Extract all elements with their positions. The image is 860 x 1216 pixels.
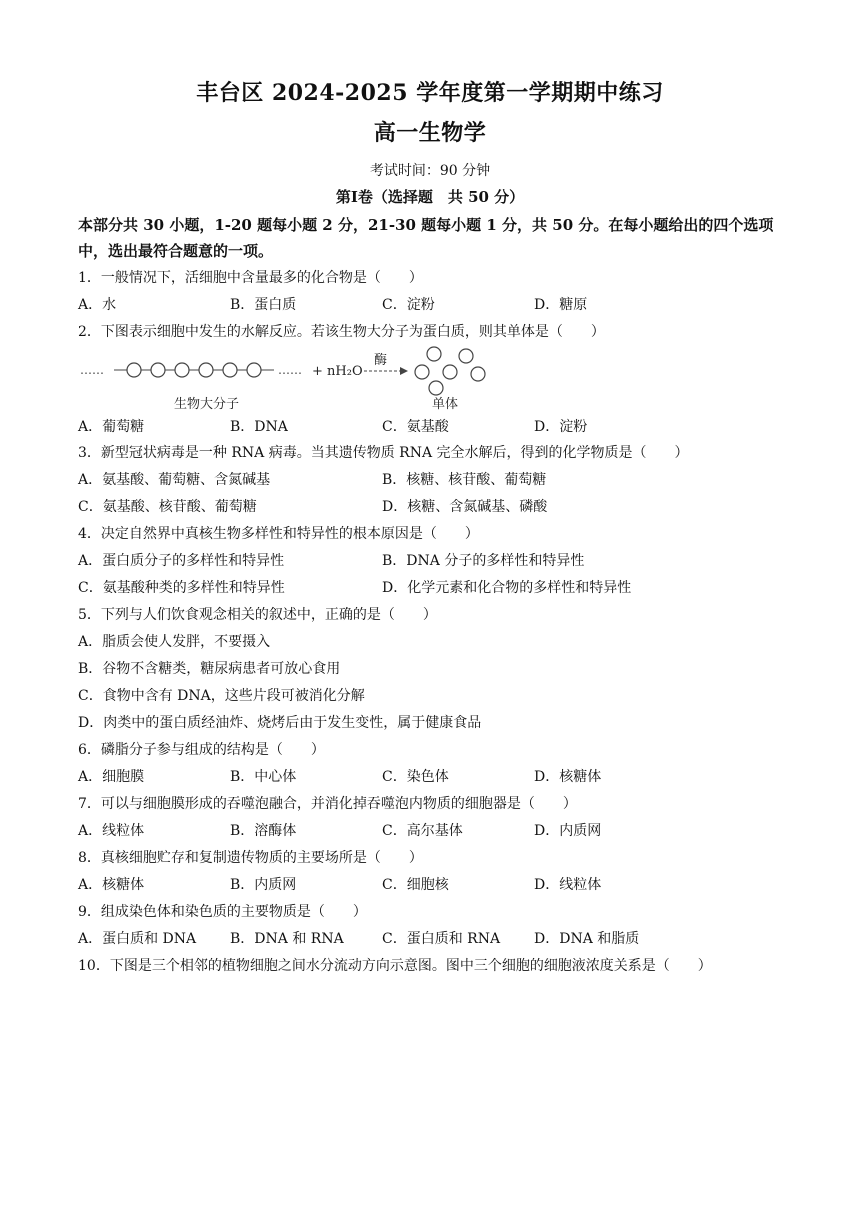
question-4-option-a: A．蛋白质分子的多样性和特异性 <box>78 553 285 569</box>
question-4-stem: 4．决定自然界中真核生物多样性和特异性的根本原因是（ ） <box>78 526 479 542</box>
question-10-stem: 10．下图是三个相邻的植物细胞之间水分流动方向示意图。图中三个细胞的细胞液浓度关系是（ ） <box>78 958 712 974</box>
question-9-option-c: C．蛋白质和 RNA <box>382 931 501 947</box>
svg-text:……: …… <box>80 363 104 377</box>
subject-title: 高一生物学 <box>373 120 487 146</box>
question-2-option-c: C．氨基酸 <box>382 419 449 435</box>
question-9-option-d: D．DNA 和脂质 <box>534 931 640 947</box>
arrow-icon <box>400 367 408 375</box>
question-7-option-a: A．线粒体 <box>78 823 145 839</box>
question-5-option-a: A．脂质会使人发胖，不要摄入 <box>78 634 271 650</box>
question-7-option-d: D．内质网 <box>534 823 602 839</box>
question-8-option-d: D．线粒体 <box>534 877 602 893</box>
question-1-stem: 1．一般情况下，活细胞中含量最多的化合物是（ ） <box>78 270 423 286</box>
monomer-group <box>415 347 485 395</box>
question-5-option-d: D．肉类中的蛋白质经油炸、烧烤后由于发生变性，属于健康食品 <box>78 715 482 731</box>
svg-text:……: …… <box>278 363 302 377</box>
question-3-stem: 3．新型冠状病毒是一种 RNA 病毒。当其遗传物质 RNA 完全水解后，得到的化学物质是（ ） <box>78 445 689 461</box>
question-8-stem: 8．真核细胞贮存和复制遗传物质的主要场所是（ ） <box>78 850 423 866</box>
question-8-option-c: C．细胞核 <box>382 877 449 893</box>
question-8-option-a: A．核糖体 <box>78 877 145 893</box>
question-5-stem: 5．下列与人们饮食观念相关的叙述中，正确的是（ ） <box>78 607 437 623</box>
monomer-label: 单体 <box>432 397 459 412</box>
question-1-option-c: C．淀粉 <box>382 297 435 313</box>
water-label: + nH₂O <box>312 364 363 379</box>
section-heading: 第Ⅰ卷（选择题 共 50 分） <box>335 188 525 206</box>
question-2-option-b: B．DNA <box>230 419 288 435</box>
section-instructions: 本部分共 30 小题，1-20 题每小题 2 分，21-30 题每小题 1 分，共 50 分。在每小题给出的四个选项中，选出最符合题意的一项。 <box>78 216 774 260</box>
question-4-option-b: B．DNA 分子的多样性和特异性 <box>382 553 585 569</box>
macromolecule-label: 生物大分子 <box>174 397 240 412</box>
question-6-option-c: C．染色体 <box>382 769 449 785</box>
question-1-option-d: D．糖原 <box>534 297 588 313</box>
question-7-option-b: B．溶酶体 <box>230 823 297 839</box>
question-2-option-d: D．淀粉 <box>534 419 588 435</box>
enzyme-label: 酶 <box>374 353 388 368</box>
question-3-option-b: B．核糖、核苷酸、葡萄糖 <box>382 472 547 488</box>
question-7-stem: 7．可以与细胞膜形成的吞噬泡融合，并消化掉吞噬泡内物质的细胞器是（ ） <box>78 796 577 812</box>
question-2-stem: 2．下图表示细胞中发生的水解反应。若该生物大分子为蛋白质，则其单体是（ ） <box>78 324 605 340</box>
question-6-option-a: A．细胞膜 <box>78 769 145 785</box>
exam-time: 考试时间：90 分钟 <box>369 163 491 179</box>
exam-title: 丰台区 2024-2025 学年度第一学期期中练习 <box>196 80 664 106</box>
question-2-option-a: A．葡萄糖 <box>78 419 145 435</box>
question-1-option-b: B．蛋白质 <box>230 297 297 313</box>
question-5-option-b: B．谷物不含糖类，糖尿病患者可放心食用 <box>78 661 341 677</box>
question-4-option-d: D．化学元素和化合物的多样性和特异性 <box>382 580 632 596</box>
question-6-option-b: B．中心体 <box>230 769 297 785</box>
question-6-option-d: D．核糖体 <box>534 769 602 785</box>
question-8-option-b: B．内质网 <box>230 877 297 893</box>
question-9-stem: 9．组成染色体和染色质的主要物质是（ ） <box>78 904 367 920</box>
question-5-option-c: C．食物中含有 DNA，这些片段可被消化分解 <box>78 688 365 704</box>
question-6-stem: 6．磷脂分子参与组成的结构是（ ） <box>78 742 325 758</box>
question-3-option-c: C．氨基酸、核苷酸、葡萄糖 <box>78 499 257 515</box>
question-3-option-d: D．核糖、含氮碱基、磷酸 <box>382 499 548 515</box>
question-3-option-a: A．氨基酸、葡萄糖、含氮碱基 <box>78 472 271 488</box>
question-9-option-b: B．DNA 和 RNA <box>230 931 344 947</box>
question-9-option-a: A．蛋白质和 DNA <box>78 931 197 947</box>
question-7-option-c: C．高尔基体 <box>382 823 463 839</box>
question-1-option-a: A．水 <box>78 297 117 313</box>
question-4-option-c: C．氨基酸种类的多样性和特异性 <box>78 580 285 596</box>
hydrolysis-diagram <box>78 342 498 414</box>
